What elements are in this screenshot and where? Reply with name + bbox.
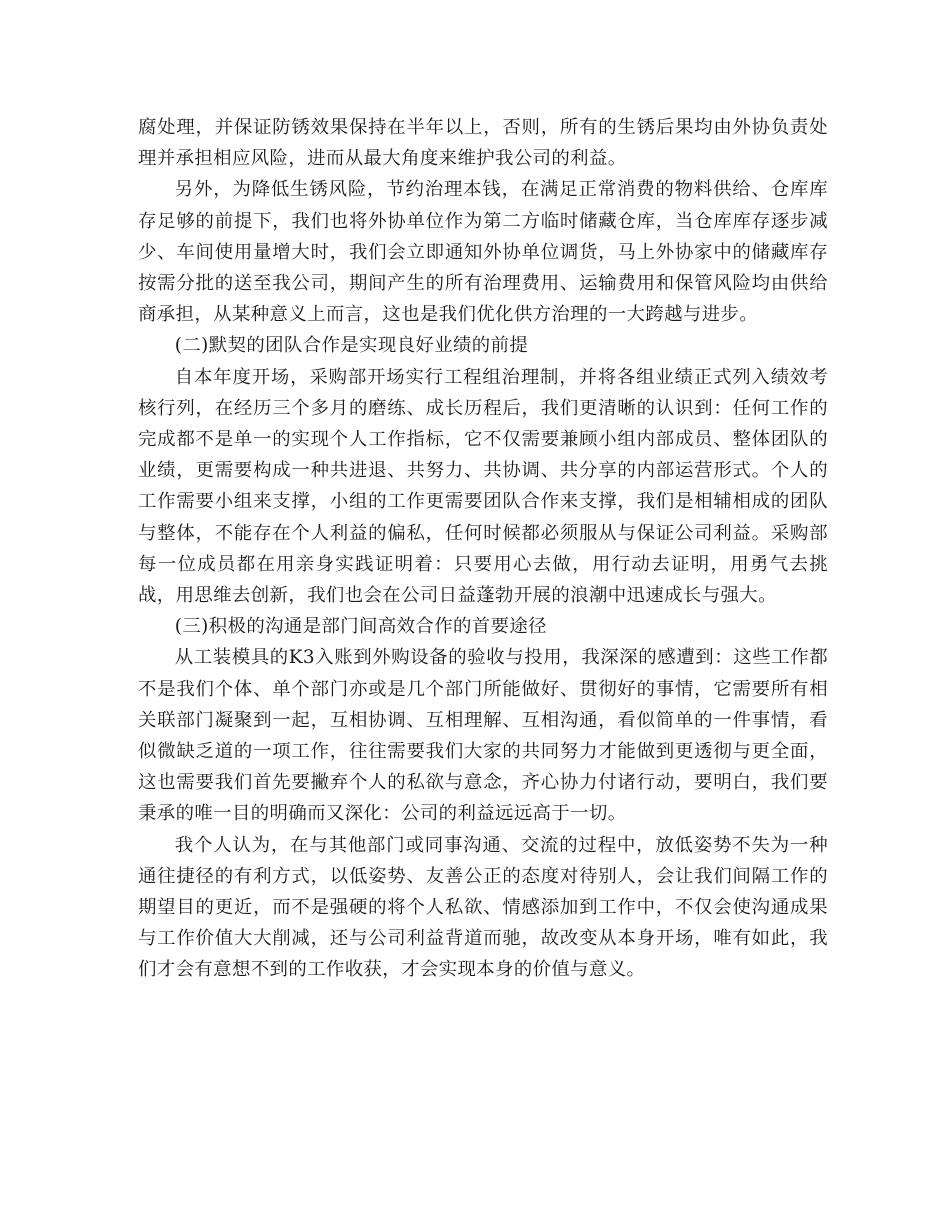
- paragraph-continuation: 腐处理，并保证防锈效果保持在半年以上，否则，所有的生锈后果均由外协负责处理并承担相应风险，进而从最大角度来维护我公司的利益。: [138, 117, 828, 170]
- paragraph-teamwork: 自本年度开场，采购部开场实行工程组治理制，并将各组业绩正式列入绩效考核行列，在经历三个多月的磨练、成长历程后，我们更清晰的认识到：任何工作的完成都不是单一的实现个人工作指标，它不仅需要兼顾小组内部成员、整体团队的业绩，更需要构成一种共进退、共努力、共协调、共分享的内部运营形式。个人的工作需要小组来支撑，小组的工作更需要团队合作来支撑，我们是相辅相成的团队与整体，不能存在个人利益的偏私，任何时候都必须服从与保证公司利益。采购部每一位成员都在用亲身实践证明着：只要用心去做，用行动去证明，用勇气去挑战，用思维去创新，我们也会在公司日益蓬勃开展的浪潮中迅速成长与强大。: [138, 366, 828, 607]
- paragraph-attitude: 我个人认为，在与其他部门或同事沟通、交流的过程中，放低姿势不失为一种通往捷径的有利方式，以低姿势、友善公正的态度对待别人，会让我们间隔工作的期望目的更近，而不是强硬的将个人私欲、情感添加到工作中，不仅会使沟通成果与工作价值大大削减，还与公司利益背道而驰，故改变从本身开场，唯有如此，我们才会有意想不到的工作收获，才会实现本身的价值与意义。: [138, 834, 828, 981]
- section-heading-communication: (三)积极的沟通是部门间高效合作的首要途径: [174, 616, 547, 638]
- section-heading-teamwork: (二)默契的团队合作是实现良好业绩的前提: [174, 335, 529, 357]
- paragraph-inventory: 另外，为降低生锈风险，节约治理本钱，在满足正常消费的物料供给、仓库库存足够的前提下，我们也将外协单位作为第二方临时储藏仓库，当仓库库存逐步减少、车间使用量增大时，我们会立即通知外协单位调货，马上外协家中的储藏库存按需分批的送至我公司，期间产生的所有治理费用、运输费用和保管风险均由供给商承担，从某种意义上而言，这也是我们优化供方治理的一大跨越与进步。: [138, 179, 828, 326]
- paragraph-communication: 从工装模具的K3入账到外购设备的验收与投用，我深深的感遭到：这些工作都不是我们个体、单个部门亦或是几个部门所能做好、贯彻好的事情，它需要所有相关联部门凝聚到一起，互相协调、互相理解、互相沟通，看似简单的一件事情，看似微缺乏道的一项工作，往往需要我们大家的共同努力才能做到更透彻与更全面，这也需要我们首先要撇弃个人的私欲与意念，齐心协力付诸行动，要明白，我们要秉承的唯一目的明确而又深化：公司的利益远远高于一切。: [138, 647, 828, 825]
- document-body: [138, 112, 828, 986]
